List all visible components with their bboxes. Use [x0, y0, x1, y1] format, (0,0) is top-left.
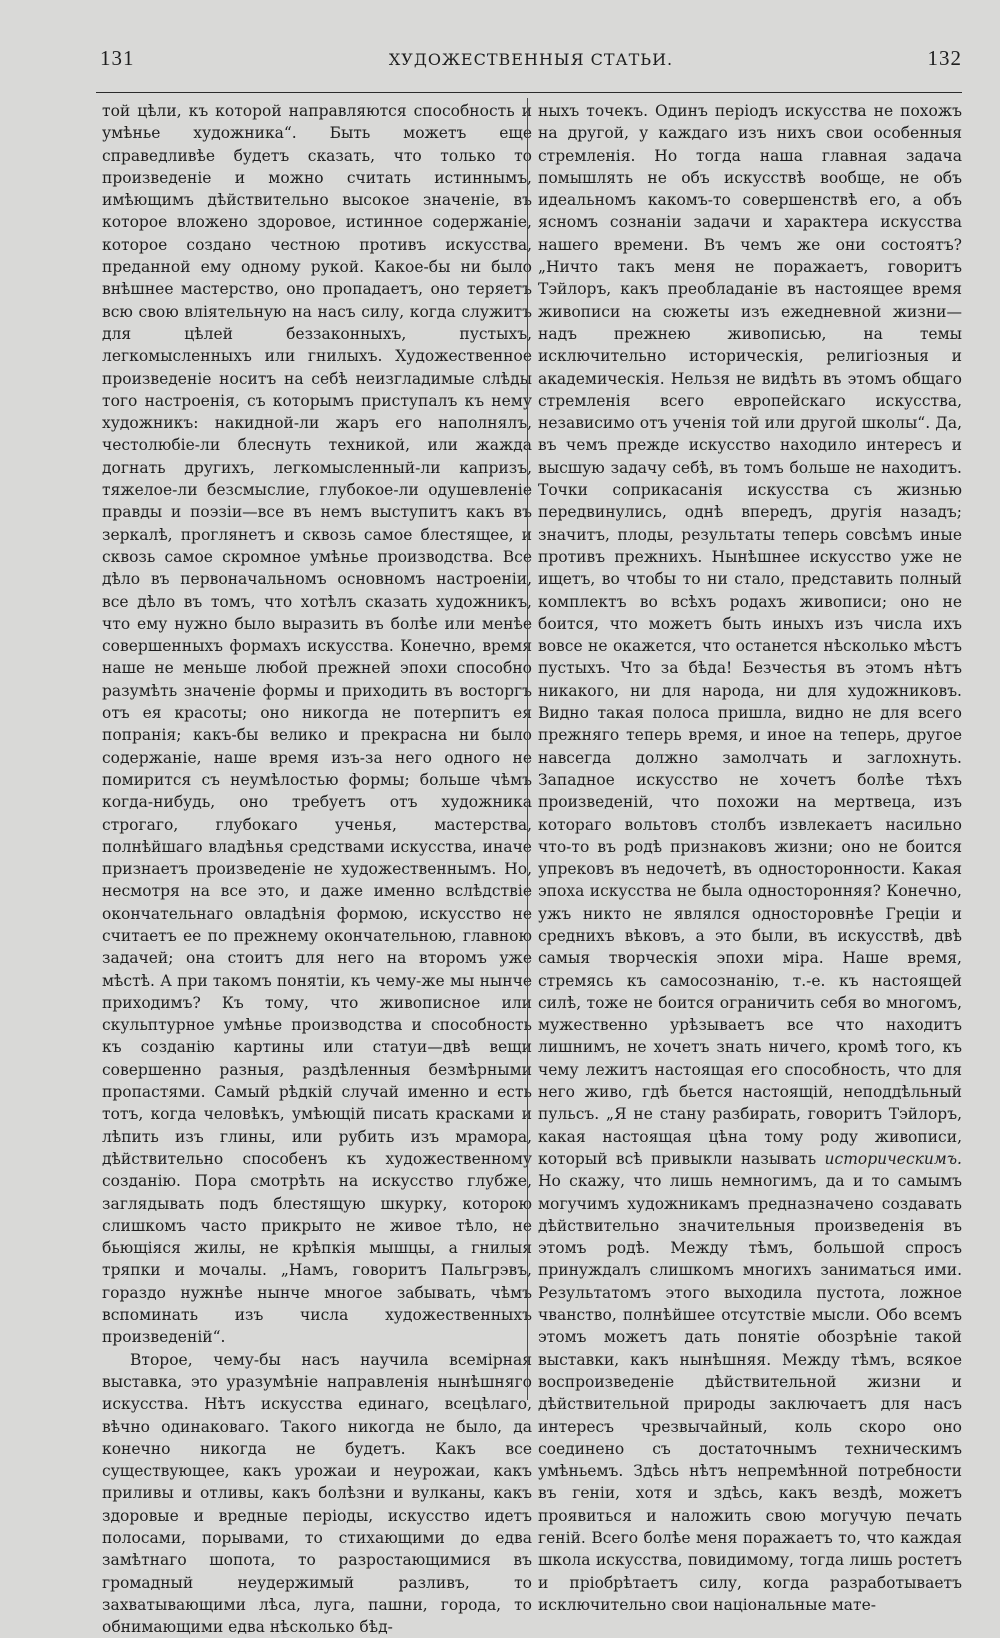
header-rule: [96, 92, 962, 93]
left-column: [102, 100, 532, 1638]
page-header: [100, 46, 962, 82]
column-divider: [527, 98, 528, 1400]
right-column: [538, 100, 962, 1616]
right-page-number: 132: [927, 46, 962, 70]
left-page-number: 131: [100, 46, 135, 70]
right-paragraph-1: [538, 100, 962, 1616]
italic-term: историческимъ.: [824, 1149, 962, 1168]
left-paragraph-2: Второе, чему-бы насъ научила всемірная выставка, это уразумѣніе направленія нынѣшняго искусства. Нѣтъ искусства единаго, всецѣлаго, вѣчно одинаковаго. Такого никогда не было, да конечно никогда не будетъ. Какъ все существующее, какъ урожаи и неурожаи, какъ приливы и отливы, какъ болѣзни и вулканы, какъ здоровые и вредные періоды, искусство идетъ полосами, порывами, то стихающими до едва замѣтнаго шопота, то разростающимися въ громадный неудержимый разливъ, то захватывающими лѣса, луга, пашни, города, то обнимающими едва нѣсколько бѣд-: [102, 1350, 532, 1637]
running-title: ХУДОЖЕСТВЕННЫЯ СТАТЬИ.: [388, 50, 674, 69]
right-paragraph-1-text: ныхъ точекъ. Одинъ періодъ искусства не похожъ на другой, у каждаго изъ нихъ свои особенныя стремленія. Но тогда наша главная задача помышлять не объ искусствѣ вообще, не объ идеальномъ какомъ-то совершенствѣ его, а объ ясномъ сознаніи задачи и характера искусства нашего времени. Въ чемъ же они состоятъ? „Ничто такъ меня не поражаетъ, говоритъ Тэйлоръ, какъ преобладаніе въ настоящее время живописи на сюжеты изъ ежедневной жизни—надъ прежнею живописью, на темы исключительно историческія, религіозныя и академическія. Нельзя не видѣть въ этомъ общаго стремленія всего европейскаго искусства, независимо отъ ученія той или другой школы“. Да, въ чемъ прежде искусство находило интересъ и высшую задачу себѣ, въ томъ больше не находитъ. Точки соприкасанія искусства съ жизнью передвинулись, однѣ впередъ, другія назадъ; значитъ, плоды, результаты теперь совсѣмъ иные противъ прежнихъ. Нынѣшнее искусство уже не ищетъ, во чтобы то ни стало, представить полный комплектъ во всѣхъ родахъ живописи; оно не боится, что можетъ быть иныхъ изъ числа ихъ вовсе не окажется, что останется нѣсколько мѣстъ пустыхъ. Что за бѣда! Безчестья въ этомъ нѣтъ никакого, ни для народа, ни для художниковъ. Видно такая полоса пришла, видно не для всего прежняго теперь время, и иное на теперь, другое навсегда должно замолчать и заглохнуть. Западное искусство не хочетъ болѣе тѣхъ произведеній, что похожи на мертвеца, изъ котораго вольтовъ столбъ извлекаетъ насильно что-то въ родѣ признаковъ жизни; оно не боится упрековъ въ недочетѣ, въ односторонности. Какая эпоха искусства не была односторонняя? Конечно, ужъ никто не являлся односторовнѣе Греціи и среднихъ вѣковъ, а это были, въ искусствѣ, двѣ самыя творческія эпохи міра. Наше время, стремясь къ самосознанію, т.-е. къ настоящей силѣ, тоже не боится ограничить себя во многомъ, мужественно урѣзываетъ все что находитъ лишнимъ, не хочетъ знать ничего, кромѣ того, къ чему лежитъ настоящая его способность, что для него живо, гдѣ бьется настоящій, неподдѣльный пульсъ. „Я не стану разбирать, говоритъ Тэйлоръ, какая настоящая цѣна тому роду живописи, который всѣ привыкли называть: [538, 102, 962, 1168]
left-paragraph-1: той цѣли, къ которой направляются способность и умѣнье художника“. Быть можетъ еще справедливѣе будетъ сказать, что только то произведеніе и можно считать истиннымъ, имѣющимъ дѣйствительно высокое значеніе, въ которое вложено здоровое, истинное содержаніе, которое создано честною противъ искусства, преданной ему одному рукой. Какое-бы ни было внѣшнее мастерство, оно пропадаетъ, оно теряетъ всю свою вліятельную на насъ силу, когда служитъ для цѣлей беззаконныхъ, пустыхъ, легкомысленныхъ или гнилыхъ. Художественное произведеніе носитъ на себѣ неизгладимые слѣды того настроенія, съ которымъ приступалъ къ нему художникъ: накидной-ли жаръ его наполнялъ, честолюбіе-ли блеснуть техникой, или жажда догнать другихъ, легкомысленный-ли капризъ, тяжелое-ли безсмыслие, глубокое-ли одушевленіе правды и поэзіи—все въ немъ выступитъ какъ въ зеркалѣ, проглянетъ и сквозь самое блестящее, и сквозь самое скромное умѣнье производства. Все дѣло въ первоначальномъ основномъ настроеніи, все дѣло въ томъ, что хотѣлъ сказать художникъ, что ему нужно было выразить въ болѣе или менѣе совершенныхъ формахъ искусства. Конечно, время наше не меньше любой прежней эпохи способно разумѣть значеніе формы и приходить въ восторгъ отъ ея красоты; оно никогда не потерпитъ ея попранія; какъ-бы велико и прекрасна ни было содержаніе, наше время изъ-за него одного не помирится съ неумѣлостью формы; больше чѣмъ когда-нибудь, оно требуетъ отъ художника строгаго, глубокаго ученья, мастерства, полнѣйшаго владѣнья средствами искусства, иначе признаетъ произведеніе не художественнымъ. Но, несмотря на все это, и даже именно вслѣдствіе окончательнаго овладѣнія формою, искусство не считаетъ ее по прежнему окончательною, главною задачей; она стоитъ для него на второмъ уже мѣстѣ. А при такомъ понятіи, къ чему-же мы нынче приходимъ? Къ тому, что живописное или скульптурное умѣнье производства и способность къ созданію картины или статуи—двѣ вещи совершенно разныя, раздѣленныя безмѣрными пропастями. Самый рѣдкій случай именно и есть тотъ, когда человѣкъ, умѣющій писать красками и лѣпить изъ глины, или рубить изъ мрамора, дѣйствительно способенъ къ художественному созданію. Пора смотрѣть на искусство глубже, заглядывать подъ блестящую шкурку, которою слишкомъ часто прикрыто не живое тѣло, не бьющіяся жилы, не крѣпкія мышцы, а гнилыя тряпки и мочалы. „Намъ, говоритъ Пальгрэвъ, гораздо нужнѣе нынче многое забывать, чѣмъ вспоминать изъ числа художественныхъ произведеній“.: [102, 102, 532, 1347]
right-paragraph-1-end: Но скажу, что лишь немногимъ, да и то самымъ могучимъ художникамъ предназначено создавать дѣйствительно значительныя произведенія въ этомъ родѣ. Между тѣмъ, большой спросъ принуждалъ слишкомъ многихъ заниматься ими. Результатомъ этого выходила пустота, ложное чванство, полнѣйшее отсутствіе мысли. Обо всемъ этомъ можетъ дать понятіе обозрѣніе такой выставки, какъ нынѣшняя. Между тѣмъ, всякое воспроизведеніе дѣйствительной жизни и дѣйствительной природы заключаетъ для насъ интересъ чрезвычайный, коль скоро оно соединено съ достаточнымъ техническимъ умѣньемъ. Здѣсь нѣтъ непремѣнной потребности въ геніи, хотя и здѣсь, какъ вездѣ, можетъ проявиться и наложить свою могучую печать геній. Всего болѣе меня поражаетъ то, что каждая школа искусства, повидимому, тогда лишь ростетъ и пріобрѣтаетъ силу, когда разработываетъ исключительно свои національные мате-: [538, 1172, 962, 1614]
